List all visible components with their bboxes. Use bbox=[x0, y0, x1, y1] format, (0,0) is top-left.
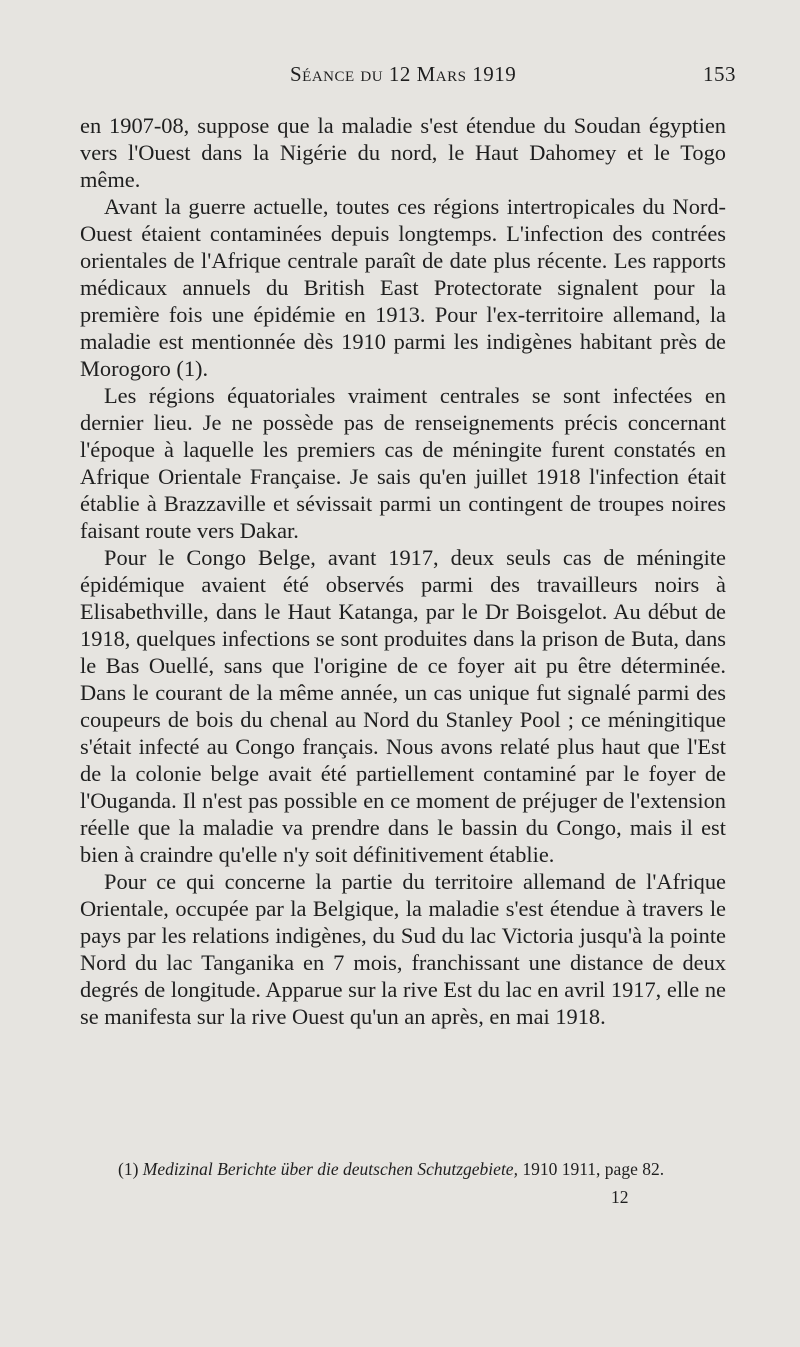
body-text bbox=[80, 112, 726, 1030]
paragraph: Pour ce qui concerne la partie du territoire allemand de l'Afrique Orientale, occupée par la Belgique, la maladie s'est étendue à travers le pays par les relations indigènes, du Sud du lac Victoria jusqu'à la pointe Nord du lac Tanganika en 7 mois, franchissant une distance de deux degrés de longitude. Apparue sur la rive Est du lac en avril 1917, elle ne se manifesta sur la rive Ouest qu'un an après, en mai 1918. bbox=[80, 869, 726, 1029]
running-title: Séance du 12 Mars 1919 bbox=[290, 62, 517, 86]
running-head bbox=[80, 62, 736, 92]
footnote-reference: 1910 1911, page 82. bbox=[522, 1159, 665, 1179]
paragraph: Les régions équatoriales vraiment centrales se sont infectées en dernier lieu. Je ne possède pas de renseignements précis concernant l'époque à laquelle les premiers cas de méningite furent constatés en Afrique Orientale Française. Je sais qu'en juillet 1918 l'infection était établie à Brazzaville et sévissait parmi un contingent de troupes noires faisant route vers Dakar. bbox=[80, 383, 726, 543]
paragraph: Pour le Congo Belge, avant 1917, deux seuls cas de méningite épidémique avaient été observés parmi des travailleurs noirs à Elisabethville, dans le Haut Katanga, par le Dr Boisgelot. Au début de 1918, quelques infections se sont produites dans la prison de Buta, dans le Bas Ouellé, sans que l'origine de ce foyer ait pu être déterminée. Dans le courant de la même année, un cas unique fut signalé parmi des coupeurs de bois du chenal au Nord du Stanley Pool ; ce méningitique s'était infecté au Congo français. Nous avons relaté plus haut que l'Est de la colonie belge avait été partiellement contaminé par le foyer de l'Ouganda. Il n'est pas possible en ce moment de préjuger de l'extension réelle que la maladie va prendre dans le bassin du Congo, mais il est bien à craindre qu'elle n'y soit définitivement établie. bbox=[80, 545, 726, 867]
signature-mark: 12 bbox=[611, 1187, 629, 1207]
page-number: 153 bbox=[703, 62, 736, 86]
paragraph: Avant la guerre actuelle, toutes ces régions intertropicales du Nord-Ouest étaient contaminées depuis longtemps. L'infection des contrées orientales de l'Afrique centrale paraît de date plus récente. Les rapports médicaux annuels du British East Protectorate signalent pour la première fois une épidémie en 1913. Pour l'ex-territoire allemand, la maladie est mentionnée dès 1910 parmi les indigènes habitant près de Morogoro (1). bbox=[80, 194, 726, 381]
footnote-title: Medizinal Berichte über die deutschen Schutzgebiete, bbox=[142, 1159, 518, 1179]
footnote bbox=[118, 1158, 728, 1180]
paragraph: en 1907-08, suppose que la maladie s'est étendue du Soudan égyptien vers l'Ouest dans la Nigérie du nord, le Haut Dahomey et le Togo même. bbox=[80, 113, 726, 192]
footnote-marker: (1) bbox=[118, 1159, 139, 1179]
